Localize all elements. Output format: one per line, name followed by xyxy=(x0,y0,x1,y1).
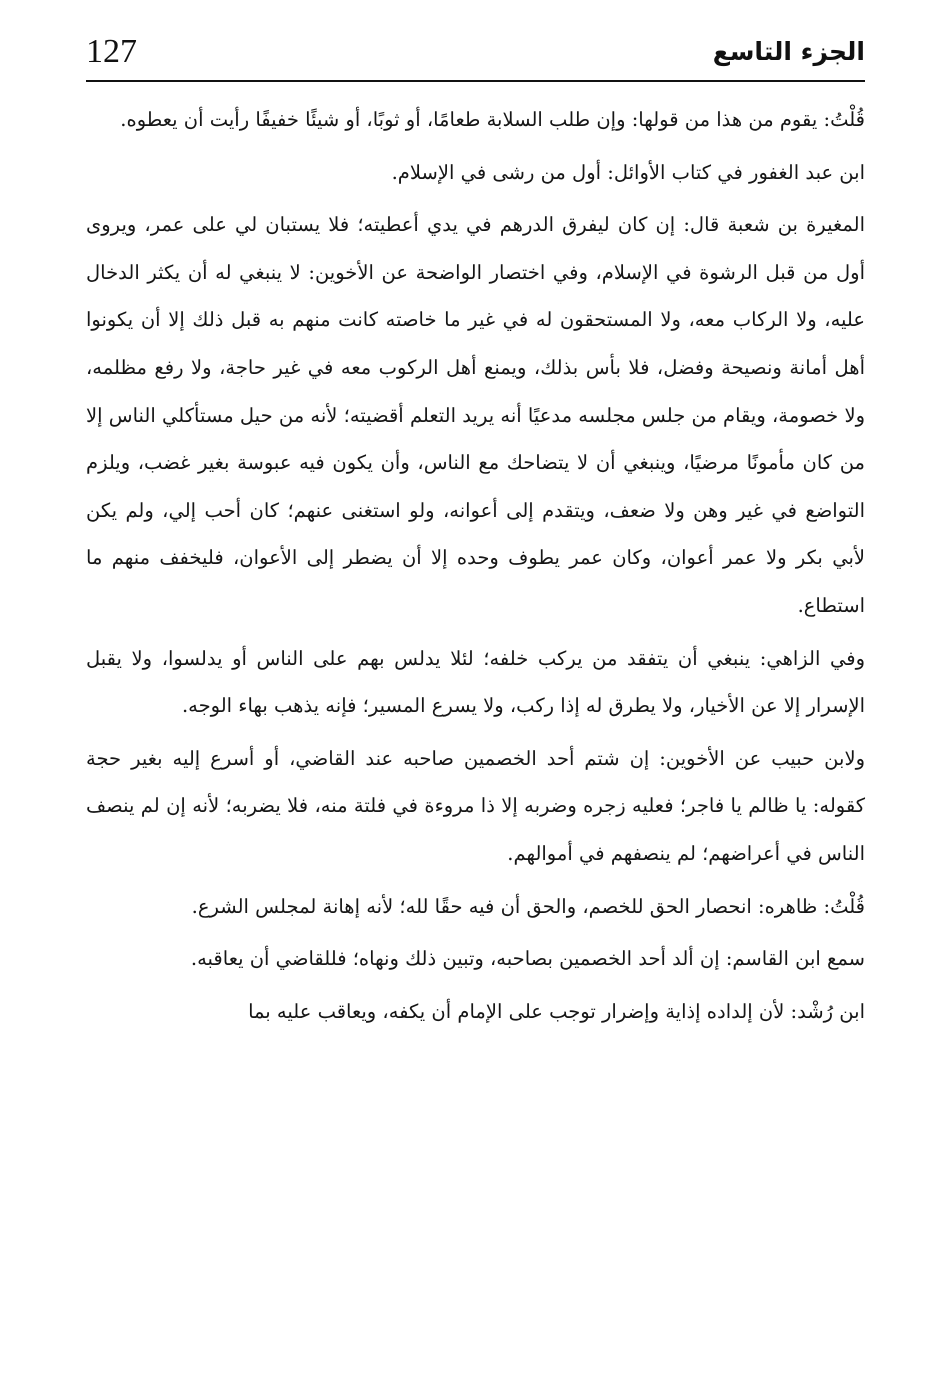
page-number: 127 xyxy=(86,33,137,70)
running-head: الجزء التاسع xyxy=(712,37,865,66)
paragraph: المغيرة بن شعبة قال: إن كان ليفرق الدرهم في يدي أعطيته؛ فلا يستبان لي على عمر، ويروى أول من قبل الرشوة في الإسلام، وفي اختصار الواضحة عن الأخوين: لا ينبغي له أن يكثر الدخال عليه، ولا الركاب معه، ولا المستحقون له في غير ما خاصته كانت منهم به قبل ذلك إلا أن يكونوا أهل أمانة ونصيحة وفضل، فلا بأس بذلك، ويمنع أهل الركوب معه في غير حاجة، ولا رفع مظلمه، ولا خصومة، ويقام من جلس مجلسه مدعيًا أنه يريد التعلم أقضيته؛ لأنه من حيل مستأكلي الناس إلا من كان مأمونًا مرضيًا، وينبغي أن لا يتضاحك مع الناس، وأن يكون فيه عبوسة بغير غضب، ويلزم التواضع في غير وهن ولا ضعف، ويتقدم إلى أعوانه، ولو استغنى عنهم؛ كان أحب إلي، ولم يكن لأبي بكر ولا عمر أعوان، وكان عمر يطوف وحده إلا أن يضطر إلى الأعوان، فليخفف منهم ما استطاع. xyxy=(86,213,865,617)
page-body xyxy=(86,96,865,1040)
page-header xyxy=(86,30,865,82)
header-rule xyxy=(86,80,865,82)
paragraph: قُلْتُ: يقوم من هذا من قولها: وإن طلب السلابة طعامًا، أو ثوبًا، أو شيئًا خفيفًا رأيت أن يعطوه. xyxy=(120,108,865,131)
paragraph: ابن رُشْد: لأن إلداده إذاية وإضرار توجب على الإمام أن يكفه، ويعاقب عليه بما xyxy=(248,999,865,1023)
paragraph: ولابن حبيب عن الأخوين: إن شتم أحد الخصمين صاحبه عند القاضي، أو أسرع إليه بغير حجة كقوله: يا ظالم يا فاجر؛ فعليه زجره وضربه إلا ذا مروءة في فلتة منه، فلا يضربه؛ لأنه إن لم ينصف الناس في أعراضهم؛ لم ينصفهم في أموالهم. xyxy=(86,746,865,865)
paragraph: سمع ابن القاسم: إن ألد أحد الخصمين بصاحبه، وتبين ذلك ونهاه؛ فللقاضي أن يعاقبه. xyxy=(190,947,865,971)
paragraph: قُلْتُ: ظاهره: انحصار الحق للخصم، والحق أن فيه حقًا لله؛ لأنه إهانة لمجلس الشرع. xyxy=(191,894,865,918)
paragraph: وفي الزاهي: ينبغي أن يتفقد من يركب خلفه؛ لئلا يدلس بهم على الناس أو يدلسوا، ولا يقبل الإسرار إلا عن الأخيار، ولا يطرق له إذا ركب، ولا يسرع المسير؛ فإنه يذهب بهاء الوجه. xyxy=(86,646,865,718)
paragraph: ابن عبد الغفور في كتاب الأوائل: أول من رشى في الإسلام. xyxy=(391,160,865,184)
